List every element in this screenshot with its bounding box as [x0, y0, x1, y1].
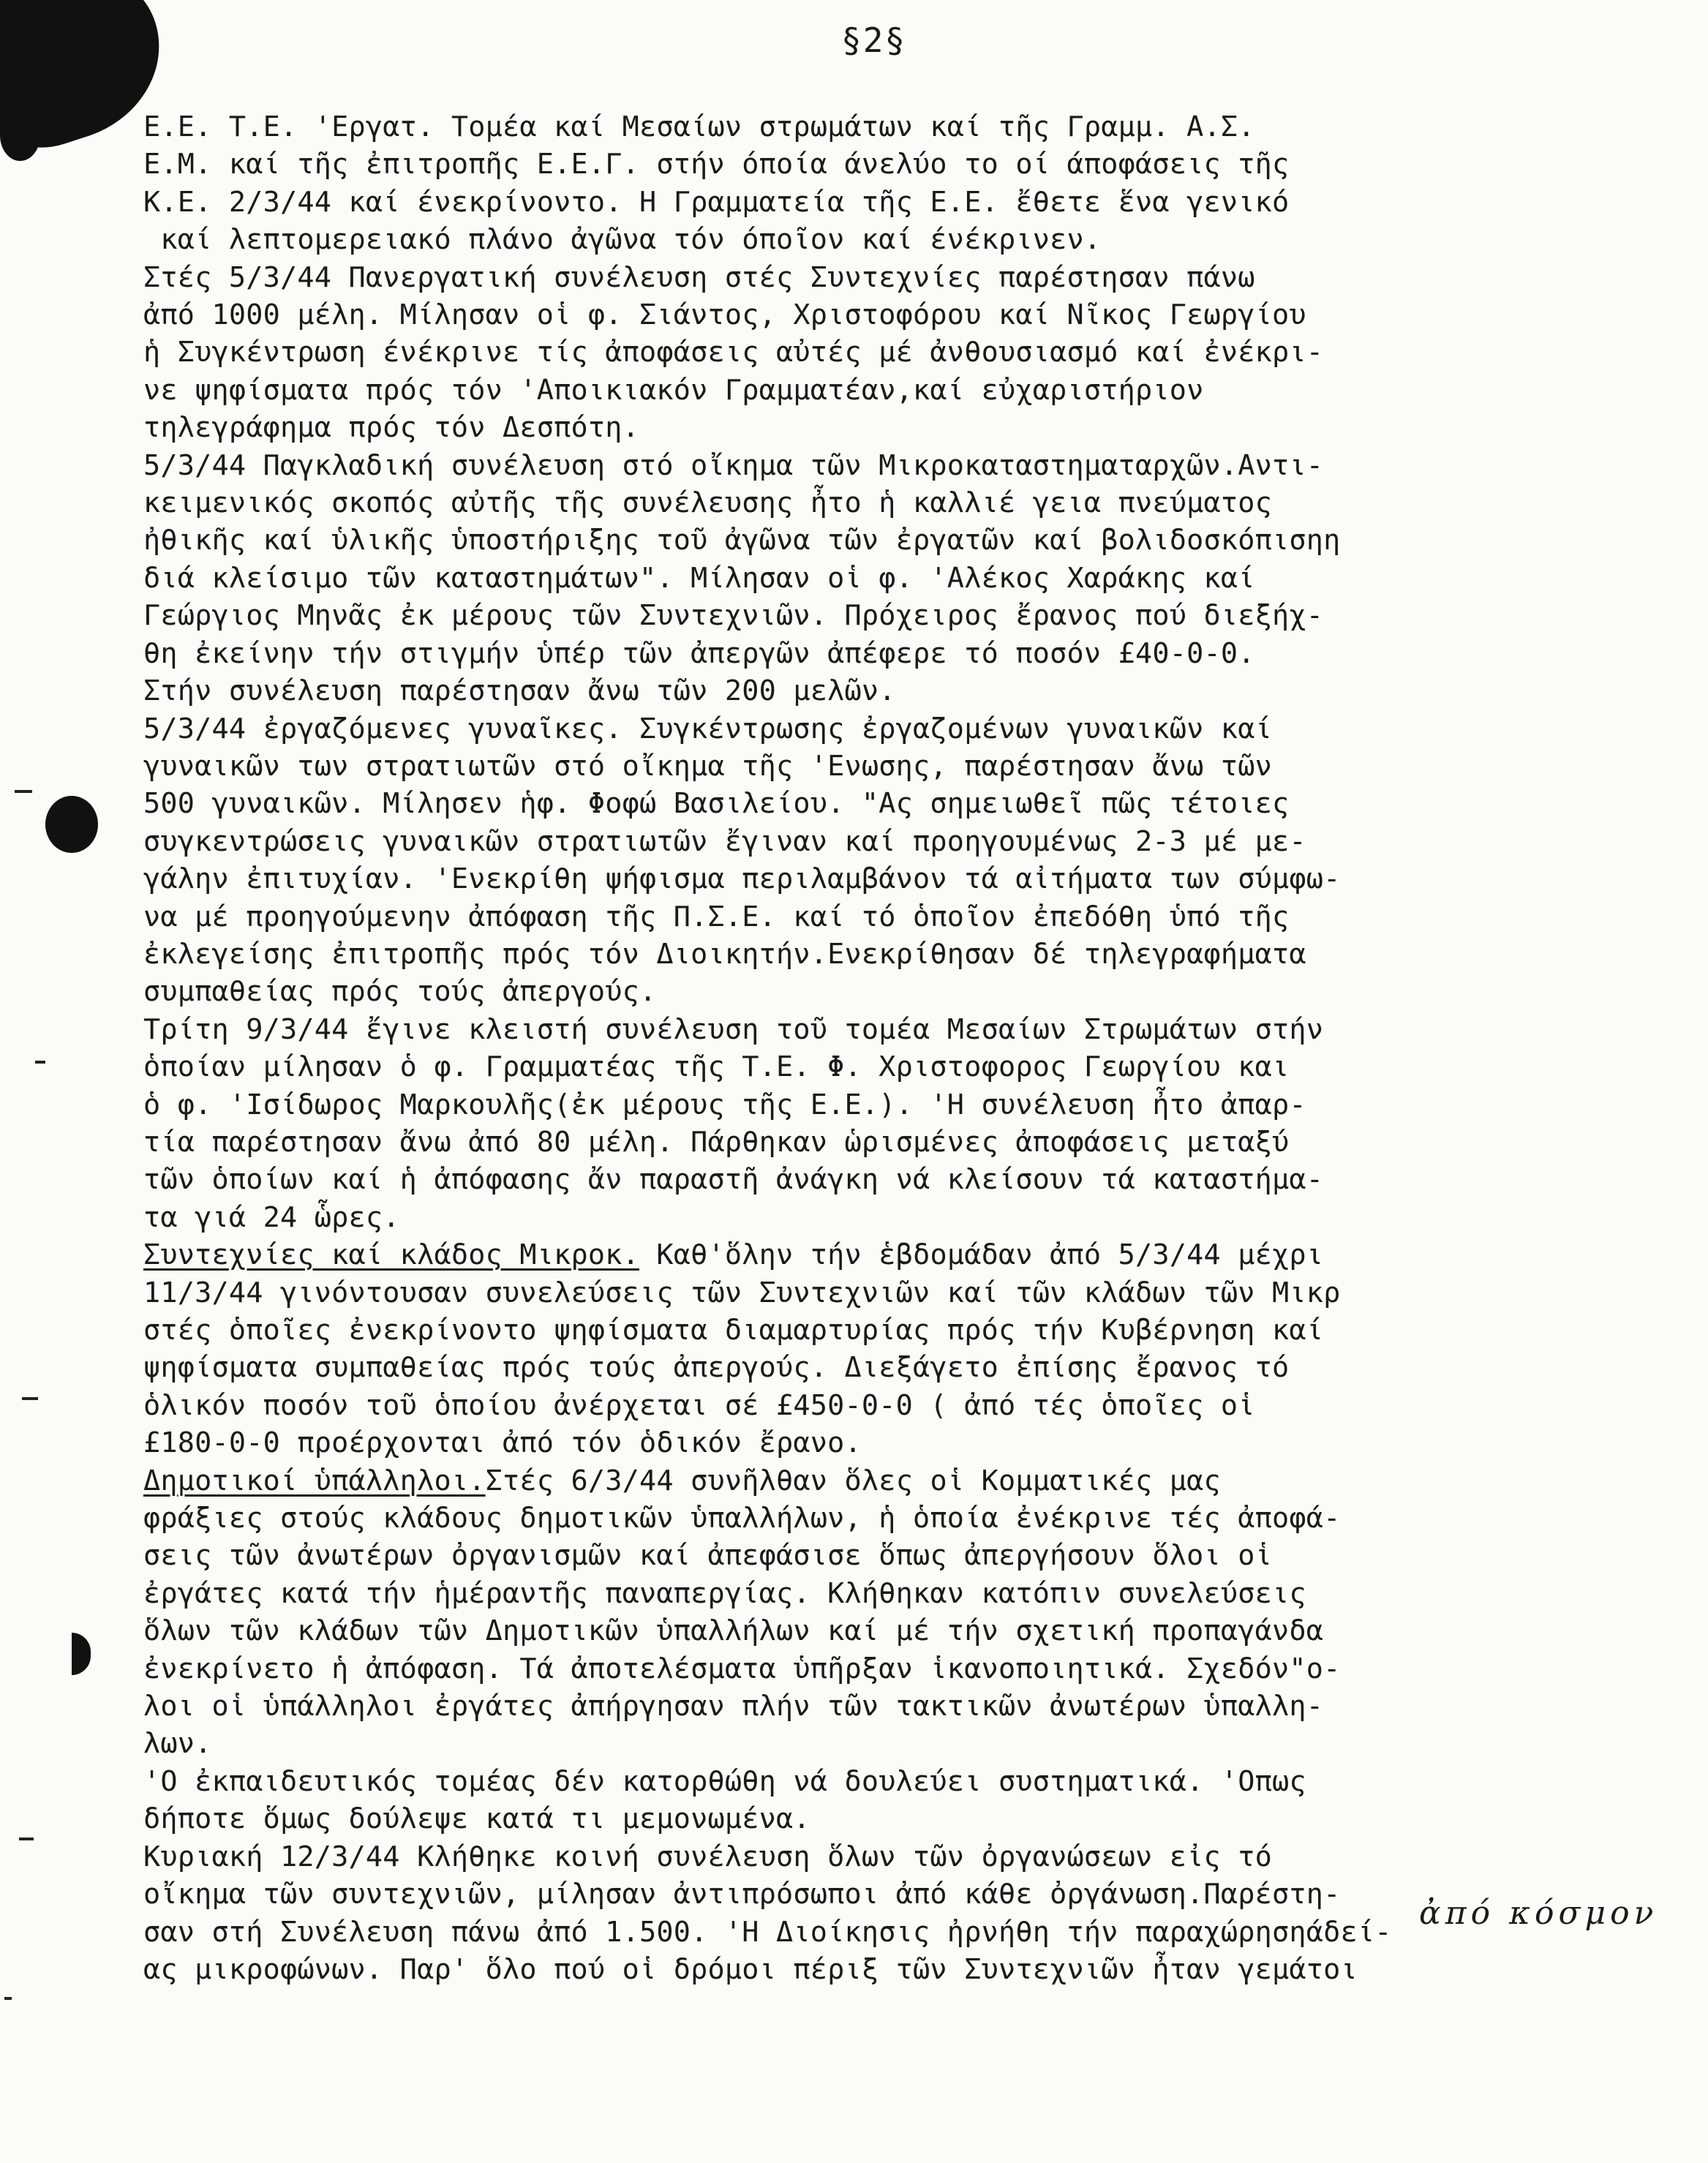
ink-blot-drip [0, 110, 40, 161]
text-line: Γεώργιος Μηνᾶς ἐκ μέρους τῶν Συντεχνιῶν. Πρόχειρος ἔρανος πού διεξήχ- [143, 599, 1324, 633]
text-line: τία παρέστησαν ἄνω ἀπό 80 μέλη. Πάρθηκαν ὡρισμένες ἀποφάσεις μεταξύ [143, 1125, 1290, 1159]
margin-mark [15, 790, 32, 793]
text-line: σαν στή Συνέλευση πάνω ἀπό 1.500. 'Η Διοίκησις ἠρνήθη τήν παραχώρησηάδεί- [143, 1915, 1392, 1949]
text-line: τῶν ὁποίων καί ἡ ἀπόφασης ἄν παραστῆ ἀνάγκη νά κλείσουν τά καταστήμα- [143, 1163, 1324, 1197]
margin-mark [22, 1397, 38, 1400]
text-line: ἐργάτες κατά τήν ἡμέραντῆς παναπεργίας. Κλήθηκαν κατόπιν συνελεύσεις [143, 1576, 1306, 1610]
text-line: κειμενικός σκοπός αὐτῆς τῆς συνέλευσης ἦτο ἡ καλλιέ γεια πνεύματος [143, 486, 1273, 520]
text-line: Δημοτικοί ὑπάλληλοι.Στές 6/3/44 συνῆλθαν ὅλες οἱ Κομματικές μας [143, 1464, 1221, 1497]
text-line: διά κλείσιμο τῶν καταστημάτων". Μίλησαν οἱ φ. 'Αλέκος Χαράκης καί [143, 561, 1255, 595]
text-line: στές ὁποῖες ἐνεκρίνοντο ψηφίσματα διαμαρτυρίας πρός τήν Κυβέρνηση καί [143, 1314, 1324, 1347]
text-line: ἀπό 1000 μέλη. Μίλησαν οἱ φ. Σιάντος, Χριστοφόρου καί Νῖκος Γεωργίου [143, 298, 1306, 332]
text-line: Τρίτη 9/3/44 ἔγινε κλειστή συνέλευση τοῦ τομέα Μεσαίων Στρωμάτων στήν [143, 1012, 1324, 1046]
text-line: θη ἐκείνην τήν στιγμήν ὑπέρ τῶν ἀπεργῶν ἀπέφερε τό ποσόν £40-0-0. [143, 636, 1255, 670]
text-line: ὁλικόν ποσόν τοῦ ὁποίου ἀνέρχεται σέ £450-0-0 ( ἀπό τές ὁποῖες οἱ [143, 1388, 1255, 1422]
text-line: συγκεντρώσεις γυναικῶν στρατιωτῶν ἔγιναν καί προηγουμένως 2-3 μέ με- [143, 824, 1306, 858]
text-line: γυναικῶν των στρατιωτῶν στό οἴκημα τῆς 'Ενωσης, παρέστησαν ἄνω τῶν [143, 749, 1273, 783]
text-line: 'Ο ἐκπαιδευτικός τομέας δέν κατορθώθη νά δουλεύει συστηματικά. 'Οπως [143, 1764, 1306, 1798]
text-line: λοι οἱ ὑπάλληλοι ἐργάτες ἀπήργησαν πλήν τῶν τακτικῶν ἀνωτέρων ὑπαλλη- [143, 1690, 1324, 1723]
text-line: οἴκημα τῶν συντεχνιῶν, μίλησαν ἀντιπρόσωποι ἀπό κάθε ὀργάνωση.Παρέστη- [143, 1878, 1341, 1911]
margin-mark [35, 1061, 45, 1064]
text-line: £180-0-0 προέρχονται ἀπό τόν ὁδικόν ἔρανο. [143, 1426, 862, 1460]
body-text [143, 108, 1694, 1988]
text-line: Συντεχνίες καί κλάδος Μικροκ. Καθ'ὅλην τήν ἑβδομάδαν ἀπό 5/3/44 μέχρι [143, 1238, 1324, 1272]
text-line: ας μικροφώνων. Παρ' ὅλο πού οἱ δρόμοι πέριξ τῶν Συντεχνιῶν ἦταν γεμάτοι [143, 1952, 1358, 1986]
text-line: ὁποίαν μίλησαν ὁ φ. Γραμματέας τῆς Τ.Ε. Φ. Χριστοφορος Γεωργίου και [143, 1050, 1290, 1084]
page-number: §2§ [841, 20, 907, 60]
text-line: Ε.Μ. καί τῆς ἐπιτροπῆς Ε.Ε.Γ. στήν όποία άνελύο το οί άποφάσεις τῆς [143, 148, 1290, 181]
section-heading: Δημοτικοί ὑπάλληλοι. [143, 1464, 486, 1497]
handwritten-note: ἀπό κόσμον [1419, 1895, 1658, 1932]
text-line: ἠθικῆς καί ὑλικῆς ὑποστήριξης τοῦ ἀγῶνα τῶν ἐργατῶν καί βολιδοσκόπισηη [143, 524, 1341, 557]
text-line: νε ψηφίσματα πρός τόν 'Αποικιακόν Γραμματέαν,καί εὐχαριστήριον [143, 373, 1204, 407]
text-line: Στές 5/3/44 Πανεργατική συνέλευση στές Συντεχνίες παρέστησαν πάνω [143, 260, 1255, 294]
text-line: σεις τῶν ἀνωτέρων ὀργανισμῶν καί ἀπεφάσισε ὅπως ἀπεργήσουν ὅλοι οἱ [143, 1539, 1273, 1573]
punch-hole-partial [72, 1633, 91, 1675]
text-line: τα γιά 24 ὧρες. [143, 1200, 400, 1234]
text-line: ἐνεκρίνετο ἡ ἀπόφαση. Τά ἀποτελέσματα ὑπῆρξαν ἱκανοποιητικά. Σχεδόν"ο- [143, 1652, 1341, 1685]
text-line: συμπαθείας πρός τούς ἀπεργούς. [143, 975, 657, 1009]
text-line: ὁ φ. 'Ισίδωρος Μαρκουλῆς(ἐκ μέρους τῆς Ε.Ε.). 'Η συνέλευση ἦτο ἀπαρ- [143, 1088, 1306, 1121]
section-heading: Συντεχνίες καί κλάδος Μικροκ. [143, 1238, 639, 1272]
text-line: Κυριακή 12/3/44 Κλήθηκε κοινή συνέλευση ὅλων τῶν ὀργανώσεων εἰς τό [143, 1840, 1273, 1873]
text-line: ἐκλεγείσης ἐπιτροπῆς πρός τόν Διοικητήν.Ενεκρίθησαν δέ τηλεγραφήματα [143, 937, 1306, 971]
text-line: 5/3/44 ἐργαζόμενες γυναῖκες. Συγκέντρωσης ἐργαζομένων γυναικῶν καί [143, 712, 1273, 745]
text-line: Ε.Ε. Τ.Ε. 'Εργατ. Τομέα καί Μεσαίων στρωμάτων καί τῆς Γραμμ. Α.Σ. [143, 110, 1255, 143]
text-line: τηλεγράφημα πρός τόν Δεσπότη. [143, 411, 639, 445]
text-line: καί λεπτομερειακό πλάνο ἀγῶνα τόν όποῖον καί ένέκρινεν. [143, 223, 1102, 257]
text-line: 5/3/44 Παγκλαδική συνέλευση στό οἴκημα τῶν Μικροκαταστηματαρχῶν.Αντι- [143, 448, 1324, 482]
text-line: ὅλων τῶν κλάδων τῶν Δημοτικῶν ὑπαλλήλων καί μέ τήν σχετική προπαγάνδα [143, 1614, 1324, 1648]
text-line: δήποτε ὅμως δούλεψε κατά τι μεμονωμένα. [143, 1802, 810, 1836]
margin-mark [4, 1997, 12, 2000]
text-line: λων. [143, 1727, 212, 1761]
text-line: Κ.Ε. 2/3/44 καί ένεκρίνοντο. Η Γραμματεία τῆς Ε.Ε. ἔθετε ἕνα γενικό [143, 185, 1290, 219]
text-line: φράξιες στούς κλάδους δημοτικῶν ὑπαλλήλων, ἡ ὁποία ἐνέκρινε τές ἀποφά- [143, 1502, 1341, 1535]
punch-hole [45, 796, 98, 853]
text-line: 11/3/44 γινόντουσαν συνελεύσεις τῶν Συντεχνιῶν καί τῶν κλάδων τῶν Μικρ [143, 1276, 1341, 1309]
text-line: γάλην ἐπιτυχίαν. 'Ενεκρίθη ψήφισμα περιλαμβάνον τά αἰτήματα των σύμφω- [143, 862, 1341, 896]
text-line: ψηφίσματα συμπαθείας πρός τούς ἀπεργούς. Διεξάγετο ἐπίσης ἔρανος τό [143, 1351, 1290, 1385]
text-line: 500 γυναικῶν. Μίλησεν ἡφ. Φοφώ Βασιλείου. "Ας σημειωθεῖ πῶς τέτοιες [143, 787, 1290, 821]
margin-mark [19, 1837, 34, 1840]
text-line: ἡ Συγκέντρωση ένέκρινε τίς ἀποφάσεις αὐτές μέ ἀνθουσιασμό καί ἐνέκρι- [143, 336, 1324, 369]
text-line: Στήν συνέλευση παρέστησαν ἄνω τῶν 200 μελῶν. [143, 674, 896, 708]
text-line: να μέ προηγούμενην ἀπόφαση τῆς Π.Σ.Ε. καί τό ὁποῖον ἐπεδόθη ὑπό τῆς [143, 900, 1290, 933]
